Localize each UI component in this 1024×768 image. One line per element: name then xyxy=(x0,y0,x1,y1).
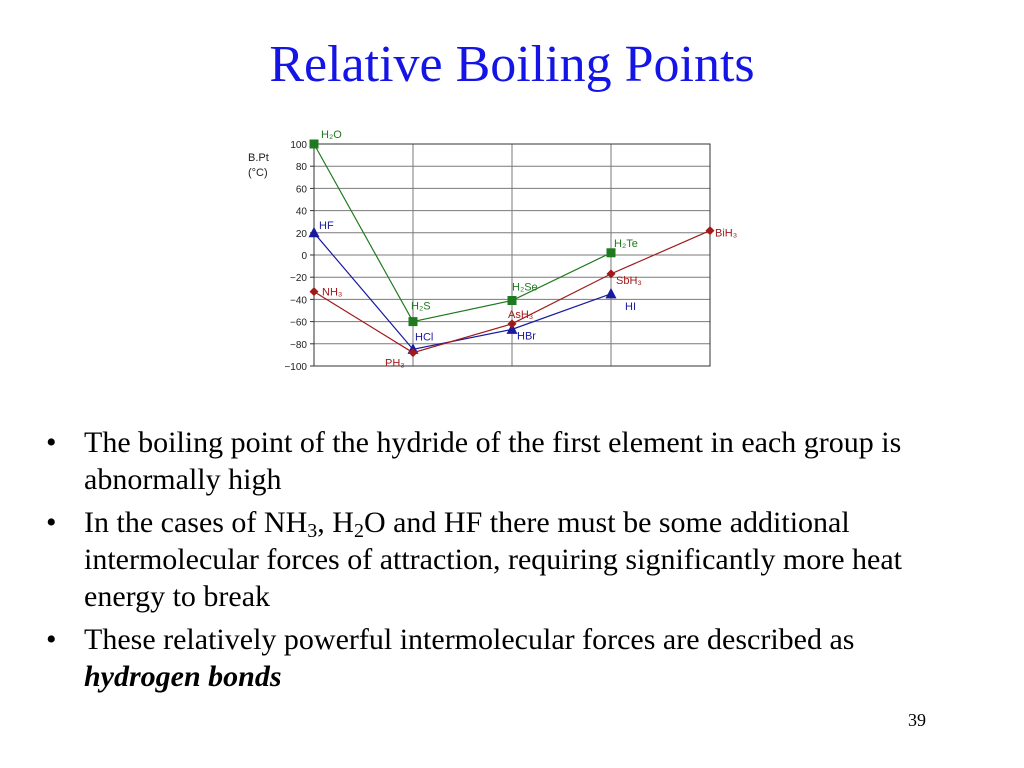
y-tick-label: 20 xyxy=(295,228,307,240)
bullet-text-part: O and HF there must be some additional intermolecular forces of attraction, requiring significantly more heat energy to break xyxy=(84,506,903,613)
bullet-text: The boiling point of the hydride of the first element in each group is abnormally high xyxy=(84,426,902,496)
y-tick-label: 100 xyxy=(290,140,307,151)
series-line xyxy=(314,233,611,350)
data-point-marker xyxy=(508,296,517,305)
data-point-label: HBr xyxy=(517,330,536,343)
data-point-label: HF xyxy=(319,219,334,232)
page-number: 39 xyxy=(908,710,926,730)
y-tick-labels xyxy=(284,140,307,373)
data-point-label: H₂O xyxy=(321,129,342,141)
data-point-label: H₂S xyxy=(411,300,431,313)
slide-title: Relative Boiling Points xyxy=(269,36,755,93)
chart-series xyxy=(309,129,738,370)
bullet-item xyxy=(44,424,944,498)
data-point-label: SbH₃ xyxy=(616,274,642,287)
series-group15 xyxy=(310,226,738,370)
data-point-label: H₂Te xyxy=(614,237,638,250)
bullet-text-part: These relatively powerful intermolecular forces are described as xyxy=(84,623,855,656)
emphasis-text: hydrogen bonds xyxy=(84,660,282,693)
series-group17 xyxy=(309,220,637,354)
y-tick-label: 0 xyxy=(301,251,307,262)
y-axis-label-line2: (°C) xyxy=(248,167,268,179)
bullet-list xyxy=(44,424,944,701)
data-point-label: HCl xyxy=(415,331,434,344)
y-axis-label-line1: B.Pt xyxy=(248,152,269,164)
data-point-label: BiH₃ xyxy=(715,227,738,240)
data-point-marker xyxy=(310,287,319,296)
y-tick-label: −40 xyxy=(290,295,307,307)
subscript: 3 xyxy=(307,520,318,542)
bullet-text-part: , H xyxy=(317,506,354,539)
data-point-marker xyxy=(409,317,418,326)
subscript: 2 xyxy=(353,520,364,542)
data-point-label: NH₃ xyxy=(322,286,343,299)
y-tick-label: 40 xyxy=(295,206,307,218)
bullet-item xyxy=(44,504,944,615)
data-point-label: AsH₃ xyxy=(508,308,534,321)
data-point-label: PH₃ xyxy=(385,357,405,370)
series-group16 xyxy=(310,129,638,326)
data-point-marker xyxy=(706,226,715,235)
y-tick-label: −60 xyxy=(290,317,307,329)
y-tick-label: −80 xyxy=(290,339,307,351)
data-point-label: HI xyxy=(625,300,636,313)
data-point-marker xyxy=(606,288,617,299)
y-tick-label: 80 xyxy=(295,162,307,174)
data-point-marker xyxy=(310,140,319,149)
boiling-point-chart xyxy=(236,118,756,374)
y-tick-label: −20 xyxy=(290,273,307,285)
bullet-item xyxy=(44,621,944,695)
data-point-marker xyxy=(309,227,320,238)
bullet-text-part: In the cases of NH xyxy=(84,506,308,539)
y-tick-label: 60 xyxy=(295,184,307,196)
y-tick-label: −100 xyxy=(284,362,307,373)
data-point-label: H₂Se xyxy=(512,281,538,294)
